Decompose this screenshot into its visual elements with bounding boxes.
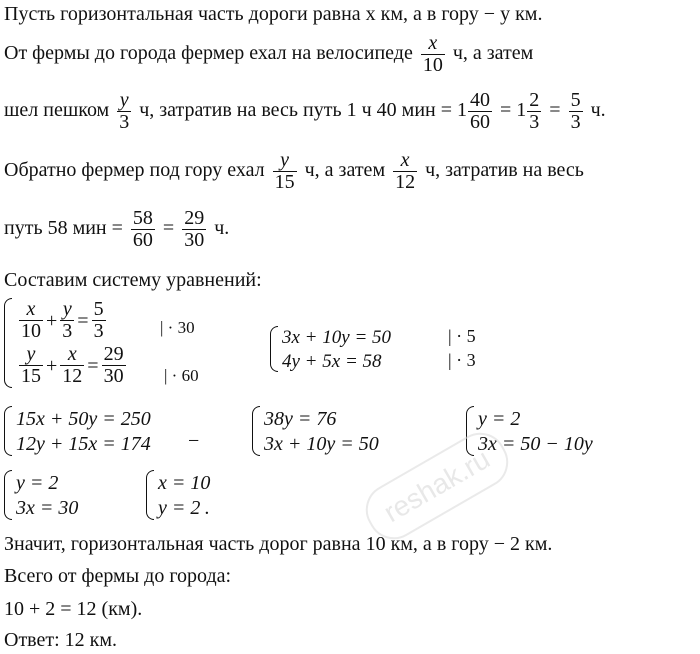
equation-row: y = 2 . bbox=[158, 496, 210, 519]
equation-system-7 bbox=[146, 470, 210, 520]
fraction: $\frac{2}{3}$ bbox=[529, 89, 540, 133]
text-line-6: Составим систему уравнений: bbox=[4, 269, 262, 291]
system-brace bbox=[4, 298, 12, 388]
fraction: $\frac{5}{3}$ bbox=[570, 89, 581, 133]
fraction: $\frac{y}{3}$ bbox=[119, 89, 130, 133]
equation-row: y = 2 bbox=[478, 407, 521, 430]
equation-row: y 15 + $\frac{x}{12}$ = $\frac{29}{30}$ bbox=[21, 343, 124, 387]
text-line-7: Значит, горизонтальная часть дорог равна 10 км, а в гору − 2 км. bbox=[4, 533, 553, 555]
system-brace bbox=[146, 470, 154, 520]
equation-system-3 bbox=[4, 406, 151, 456]
system-brace bbox=[4, 470, 12, 520]
watermark-logo: reshak.ru bbox=[356, 423, 517, 548]
equation-row: y = 2 bbox=[16, 471, 59, 494]
fraction: $\frac{58}{60}$ bbox=[132, 207, 153, 251]
equation-row: 3x + 10y = 50 bbox=[282, 327, 392, 348]
equation-system-1 bbox=[4, 298, 129, 388]
equation-row: 3x = 50 − 10y bbox=[478, 432, 593, 455]
multiplier-label: | · 3 bbox=[448, 350, 476, 370]
equation-row: 4y + 5x = 58 bbox=[282, 351, 382, 372]
system-brace bbox=[270, 326, 278, 372]
text-line-3: шел пешком $\frac{y}{3}$ ч, затратив на весь путь 1 ч 40 мин = 1 $\frac{40}{60}$ = 1 $\frac{2}{3}$ = $\frac{5}{3}$ ч. bbox=[4, 89, 606, 133]
text-line-4: Обратно фермер под гору ехал $\frac{y}{15}$ ч, а затем $\frac{x}{12}$ ч, затратив на весь bbox=[4, 149, 584, 193]
fraction: $\frac{x}{10}$ bbox=[422, 32, 443, 76]
system-brace bbox=[4, 406, 12, 456]
equation-row: 38y = 76 bbox=[264, 407, 337, 430]
equation-row: 15x + 50y = 250 bbox=[16, 407, 151, 430]
system-brace bbox=[252, 406, 260, 456]
equation-system-6 bbox=[4, 470, 78, 520]
text-line-8: Всего от фермы до города: bbox=[4, 565, 232, 587]
equation-row: x = 10 bbox=[158, 471, 211, 494]
multiplier-label: | · 30 bbox=[160, 318, 195, 337]
equation-row: x 10 + $\frac{y}{3}$ = $\frac{5}{3}$ bbox=[21, 298, 104, 342]
text-line-9: 10 + 2 = 12 (км). bbox=[4, 598, 143, 620]
fraction: $\frac{29}{30}$ bbox=[184, 207, 205, 251]
equation-row: 12y + 15x = 174 bbox=[16, 432, 151, 455]
fraction: $\frac{40}{60}$ bbox=[470, 89, 491, 133]
answer-line: Ответ: 12 км. bbox=[4, 629, 118, 651]
fraction: $\frac{y}{15}$ bbox=[274, 149, 295, 193]
equation-system-4 bbox=[252, 406, 379, 456]
multiplier-label: | · 5 bbox=[448, 326, 476, 346]
multiplier-label: | · 60 bbox=[164, 366, 199, 385]
fraction: $\frac{x}{12}$ bbox=[395, 149, 416, 193]
text-line-1: Пусть горизонтальная часть дороги равна x км, а в гору − y км. bbox=[4, 3, 543, 25]
equation-system-2 bbox=[270, 326, 391, 372]
text-line-2: От фермы до города фермер ехал на велосипеде $\frac{x}{10}$ ч, а затем bbox=[4, 32, 534, 76]
equation-row: 3x = 30 bbox=[16, 496, 79, 519]
operator-minus: − bbox=[188, 430, 200, 452]
text-line-5: путь 58 мин = $\frac{58}{60}$ = $\frac{29}{30}$ ч. bbox=[4, 207, 230, 251]
equation-row: 3x + 10y = 50 bbox=[264, 432, 379, 455]
